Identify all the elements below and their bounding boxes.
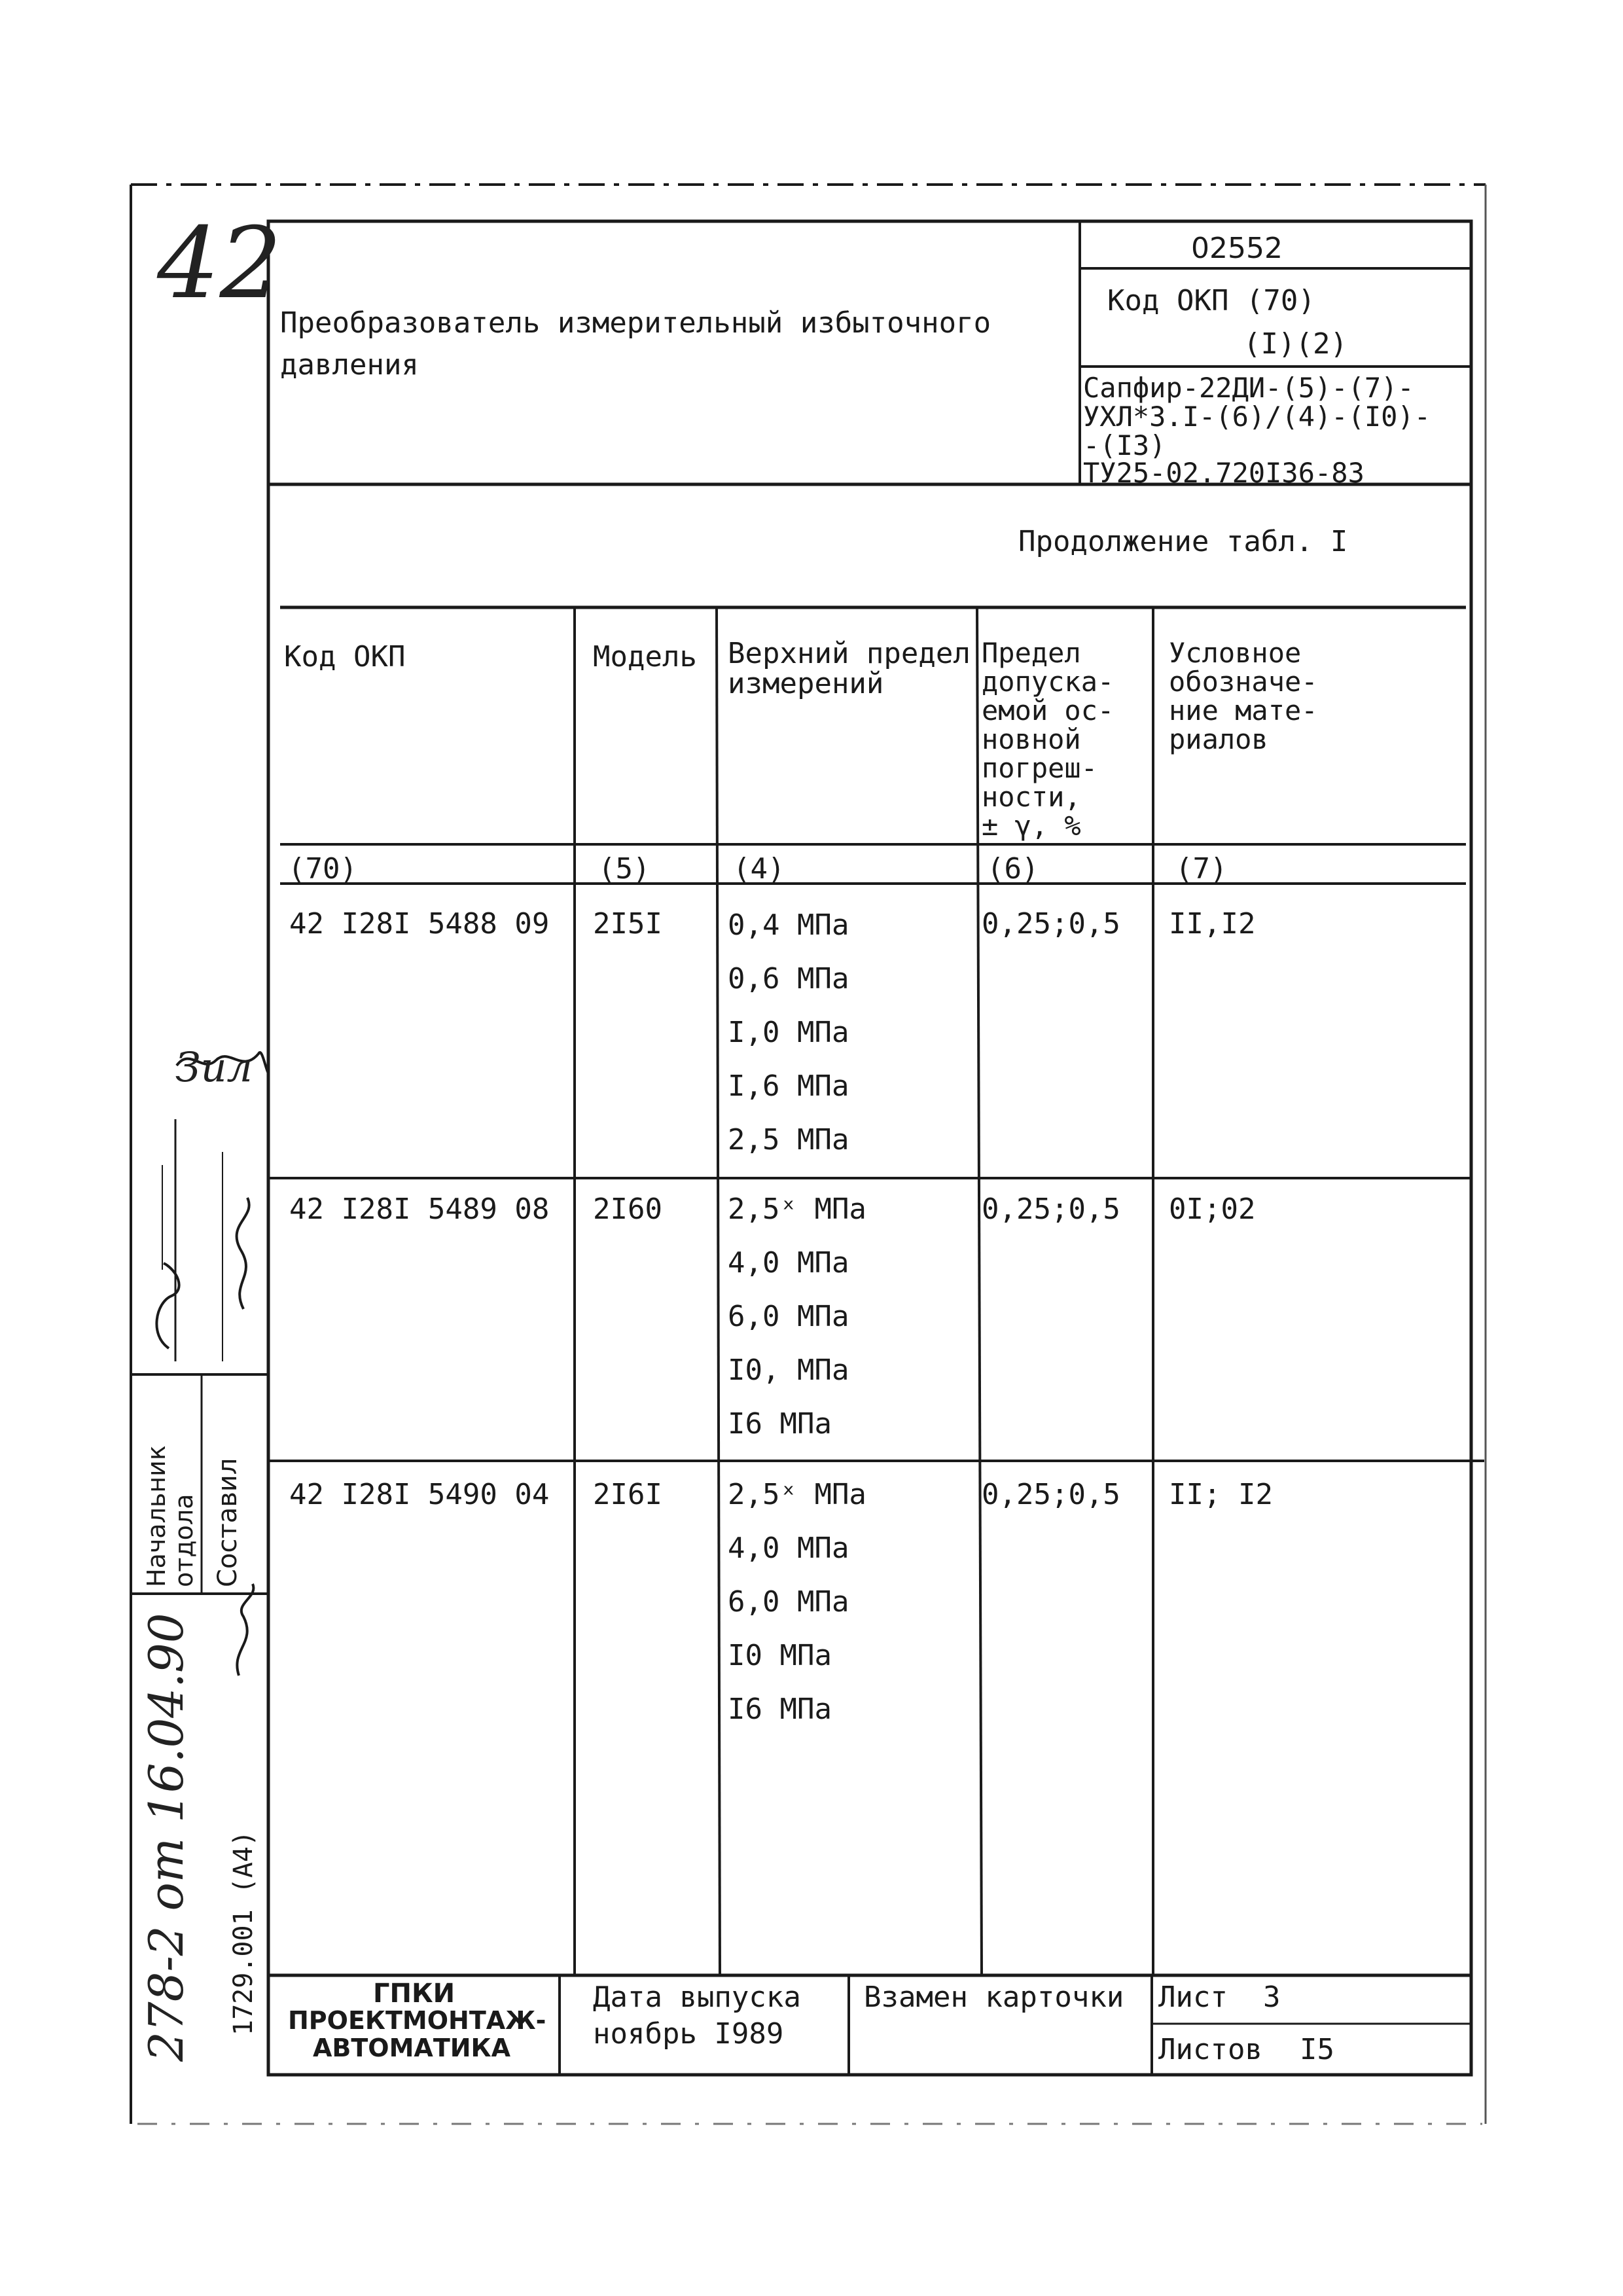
table-row-3-limit-2: 4,0 МПа [728,1532,849,1565]
sheets-value: I5 [1300,2033,1334,2066]
col-header-okp: Код ОКП [284,640,406,673]
table-row-3-okp: 42 I28I 5490 04 [289,1478,550,1511]
designation-line2: УХЛ*3.I-(6)/(4)-(I0)- [1083,401,1431,433]
zam-mark: Зил [175,1043,253,1091]
tu-number: ТУ25-02.720I36-83 [1083,457,1364,489]
org-line1: ГПКИ [373,1979,455,2009]
table-row-3-error: 0,25;0,5 [982,1478,1120,1511]
okp-label: Код ОКП (70) [1107,284,1315,317]
stamp-chief: Начальник отдола [142,1445,198,1587]
table-row-1-okp: 42 I28I 5488 09 [289,907,550,941]
stamp-compiler: Составил [213,1458,243,1587]
table-row-1-error: 0,25;0,5 [982,907,1120,941]
col-header-model: Модель [593,640,697,673]
col-code-okp: (70) [288,852,357,886]
table-row-1-materials: II,I2 [1169,907,1256,941]
table-row-2-limit-3: 6,0 МПа [728,1300,849,1333]
table-row-2-okp: 42 I28I 5489 08 [289,1193,550,1226]
form-code: 1729.001 (A4) [228,1830,259,2036]
col-code-limit: (4) [733,852,785,886]
replace-label: Взамен карточки [864,1981,1124,2014]
okp-sub: (I)(2) [1243,327,1347,361]
table-row-1-limit-3: I,0 МПа [728,1016,849,1049]
sheet-value: 3 [1263,1981,1281,2014]
table-row-1-limit-4: I,6 МПа [728,1069,849,1103]
release-label: Дата выпуска [593,1981,801,2014]
sheet-label: Лист [1158,1981,1228,2014]
card-number: 02552 [1191,232,1283,265]
sheets-label: Листов [1158,2033,1262,2066]
table-row-2-limit-2: 4,0 МПа [728,1246,849,1280]
table-row-3-model: 2I6I [593,1478,662,1511]
col-code-model: (5) [598,852,651,886]
col-header-error: Предел допуска- емой ос- новной погреш- ности, ± γ, % [982,637,1115,842]
table-row-3-limit-4: I0 МПа [728,1639,832,1672]
product-title-line2: давления [280,348,419,382]
side-note: 278-2 от 16.04.90 [139,1613,194,2062]
table-row-2-limit-4: I0, МПа [728,1354,849,1387]
product-title-line1: Преобразователь измерительный избыточного [280,306,991,340]
release-value: ноябрь I989 [593,2017,784,2051]
table-row-1-limit-1: 0,4 МПа [728,908,849,942]
table-row-1-limit-2: 0,6 МПа [728,962,849,996]
table-row-2-error: 0,25;0,5 [982,1193,1120,1226]
page-number: 42 [157,207,282,321]
table-row-3-limit-3: 6,0 МПа [728,1585,849,1619]
designation-line1: Сапфир-22ДИ-(5)-(7)- [1083,372,1414,404]
table-row-3-limit-5: I6 МПа [728,1693,832,1726]
org-line3: АВТОМАТИКА [313,2034,511,2062]
col-code-error: (6) [987,852,1039,886]
table-row-3-materials: II; I2 [1169,1478,1273,1511]
table-row-1-limit-5: 2,5 МПа [728,1123,849,1157]
table-row-2-model: 2I60 [593,1193,662,1226]
col-header-materials: Условное обозначе- ние мате- риалов [1169,637,1318,755]
org-line2: ПРОЕКТМОНТАЖ- [288,2006,546,2035]
table-row-2-limit-1: 2,5ˣ МПа [728,1193,866,1226]
table-row-3-limit-1: 2,5ˣ МПа [728,1478,866,1511]
table-row-2-materials: 0I;02 [1169,1193,1256,1226]
designation-line3: -(I3) [1083,429,1166,461]
col-header-limit: Верхний предел измерений [728,637,971,700]
table-row-2-limit-5: I6 МПа [728,1407,832,1441]
col-code-materials: (7) [1175,852,1228,886]
table-row-1-model: 2I5I [593,907,662,941]
continuation-label: Продолжение табл. I [1018,525,1348,558]
